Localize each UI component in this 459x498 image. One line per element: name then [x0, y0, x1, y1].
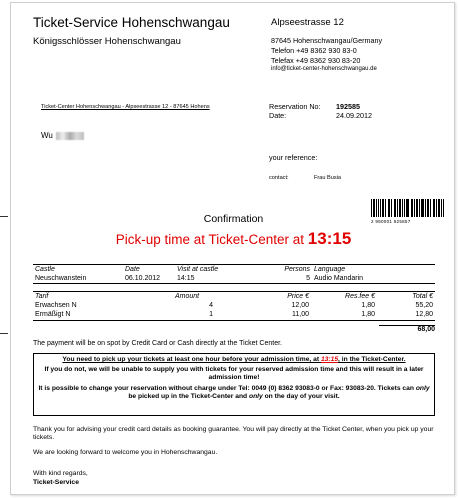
address-city: 87645 Hohenschwangau/Germany	[271, 36, 383, 45]
cell-amount: 4	[209, 302, 213, 310]
cell-visit: 14:15	[175, 274, 279, 284]
notice-text: You need to pick up your tickets at least one hour before your admission time, at	[62, 356, 320, 363]
col-castle: Castle	[33, 265, 123, 275]
address-email: info@ticket-center-hohenschwangau.de	[271, 66, 377, 72]
address-phone: Telefon +49 8362 930 83-0	[271, 46, 357, 55]
address-street: Alpseestrasse 12	[271, 17, 344, 28]
tour-table	[33, 264, 435, 284]
notice-text: , in the Ticket-Center.	[338, 356, 406, 363]
tour-table-header	[33, 265, 435, 275]
pickup-notice-box	[33, 353, 435, 416]
notice-line-3	[38, 385, 430, 401]
notice-line-2: If you do not, we will be unable to supply you with tickets for your reserved admission time and this will result in a later admission time!	[44, 366, 424, 382]
reservation-no-label: Reservation No:	[269, 102, 321, 111]
col-price: Price €	[215, 292, 311, 302]
notice-text: on the day of your visit.	[264, 392, 340, 400]
cell-total: 55,20	[415, 302, 433, 310]
col-language: Language	[312, 265, 435, 275]
date-label: Date:	[269, 111, 287, 120]
confirmation-heading: Confirmation	[203, 213, 264, 225]
col-resfee: Res.fee €	[311, 292, 377, 302]
col-tarif: Tarif	[33, 292, 173, 302]
notice-emphasis: only	[415, 384, 430, 392]
table-row	[33, 310, 435, 320]
cell-tarif: Erwachsen N	[35, 302, 77, 310]
date-value: 24.09.2012	[336, 111, 372, 120]
barcode-number: 2 990001 925857	[371, 219, 411, 224]
signature: Ticket-Service	[33, 479, 79, 486]
recipient-name	[41, 131, 84, 140]
thanks-paragraph: Thank you for advising your credit card details as booking guarantee. You will pay directly at the Ticket Center, when you pick up your tickets.	[33, 426, 434, 442]
table-row	[33, 274, 435, 284]
cell-resfee: 1,80	[361, 302, 375, 310]
col-total: Total €	[377, 292, 435, 302]
company-subtitle: Königsschlösser Hohenschwangau	[33, 36, 181, 47]
closing-regards: With kind regards,	[33, 470, 88, 477]
col-amount: Amount	[173, 292, 215, 302]
notice-emphasis: only	[248, 392, 263, 400]
sender-line: Ticket-Center Hohenschwangau - Alpseestrasse 12 - 87645 Hohens	[41, 104, 210, 110]
cell-tarif: Ermäßigt N	[33, 310, 173, 320]
pickup-time-heading	[11, 229, 456, 249]
cell-date: 06.10.2012	[123, 274, 175, 284]
margin-mark	[0, 216, 8, 217]
address-fax: Telefax +49 8362 930 83-20	[271, 56, 361, 65]
redacted-name	[56, 132, 84, 140]
pickup-text: Pick-up time at Ticket-Center at	[115, 232, 305, 247]
cell-price: 12,00	[291, 302, 309, 310]
cell-persons: 5	[279, 274, 312, 284]
company-name: Ticket-Service Hohenschwangau	[33, 15, 230, 30]
price-table-header	[33, 292, 435, 302]
notice-text: It is possible to change your reservation without charge under Tel: 0049 (0) 8362 93083-0 or Fax: 93083-20. Tickets can	[38, 384, 414, 392]
ticket-document	[10, 2, 455, 495]
cell-castle: Neuschwanstein	[33, 274, 123, 284]
contact-label: contact:	[269, 175, 289, 181]
cell-total: 12,80	[377, 310, 435, 320]
pickup-time: 13:15	[307, 229, 352, 248]
your-reference-label: your reference:	[269, 153, 318, 162]
notice-text: be picked up in the Ticket-Center and	[128, 392, 248, 400]
col-date: Date	[123, 265, 175, 275]
recipient-text: Wu	[41, 131, 53, 140]
cell-resfee: 1,80	[311, 310, 377, 320]
cell-language: Audio Mandarin	[312, 274, 435, 284]
margin-mark	[0, 333, 8, 334]
cell-price: 11,00	[215, 310, 311, 320]
notice-time: 13:15	[320, 356, 339, 363]
contact-value: Frau Busia	[314, 175, 342, 181]
col-persons: Persons	[279, 265, 312, 275]
table-row	[33, 301, 435, 310]
grand-total: 68,00	[417, 326, 435, 333]
price-table	[33, 291, 435, 321]
col-visit: Visit at castle	[175, 265, 279, 275]
reservation-no-value: 192585	[336, 102, 360, 111]
notice-line-1	[38, 356, 430, 364]
welcome-line: We are looking forward to welcome you in Hohenschwangau.	[33, 449, 218, 456]
cell-amount: 1	[173, 310, 215, 320]
payment-note: The payment will be on spot by Credit Card or Cash directly at the Ticket Center.	[33, 340, 283, 347]
